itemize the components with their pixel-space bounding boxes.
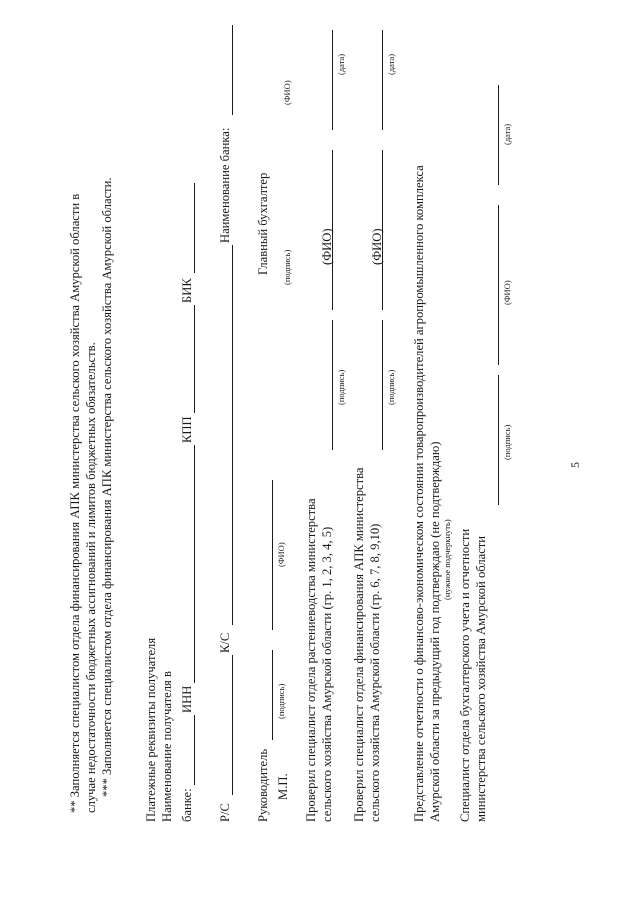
rs-underline: [232, 655, 233, 795]
reporting-line-1: Представление отчетности о финансово-экономическом состоянии товаропроизводителей агропромышленного комплекса: [412, 165, 426, 822]
chief-signature-caption: (подпись): [282, 249, 292, 285]
kpp-label: КПП: [180, 416, 194, 443]
head-fio-line: [272, 480, 273, 630]
rs-label: Р/С: [218, 803, 232, 822]
page-number: 5: [568, 462, 582, 468]
ks-label: К/С: [218, 632, 232, 653]
plant-fio-caption: (ФИО): [320, 228, 334, 265]
requisites-title: Платежные реквизиты получателя: [144, 637, 158, 822]
head-label: Руководитель: [256, 748, 270, 822]
fin-check-line-2: сельского хозяйства Амурской области (гр. 6, 7, 8, 9,10): [368, 523, 382, 822]
bank-name-label: Наименование банка:: [218, 127, 232, 243]
acc-date-caption: (дата): [502, 123, 512, 145]
reporting-hint: (нужное подчеркнуть): [442, 519, 452, 600]
acc-signature-line: [498, 375, 499, 505]
acc-date-line: [498, 85, 499, 185]
fin-check-line-1: Проверил специалист отдела финансирования АПК министерства: [352, 467, 366, 822]
head-signature-caption: (подпись): [276, 683, 286, 719]
plant-signature-caption: (подпись): [336, 369, 346, 405]
fin-date-caption: (дата): [386, 53, 396, 75]
acc-signature-caption: (подпись): [502, 424, 512, 460]
plant-check-line-1: Проверил специалист отдела растениеводства министерства: [304, 498, 318, 822]
bank-underline: [194, 715, 195, 785]
plant-signature-line: [332, 320, 333, 450]
fin-signature-caption: (подпись): [386, 369, 396, 405]
head-fio-caption: (ФИО): [276, 542, 286, 567]
head-signature-line: [272, 650, 273, 740]
plant-date-caption: (дата): [336, 53, 346, 75]
inn-label: ИНН: [180, 685, 194, 713]
note-3: *** Заполняется специалистом отдела финансирования АПК министерства сельского хозяйства Амурской области.: [100, 177, 114, 797]
mp-label: М.П.: [276, 773, 290, 800]
recipient-name-label: Наименование получателя в: [160, 671, 174, 822]
reporting-line-2: Амурской области за предыдущий год подтверждаю (не подтверждаю): [428, 441, 442, 822]
chief-accountant-label: Главный бухгалтер: [256, 172, 270, 275]
chief-fio-caption: (ФИО): [282, 80, 292, 105]
plant-check-line-2: сельского хозяйства Амурской области (гр. 1, 2, 3, 4, 5): [320, 526, 334, 822]
accounting-line-2: министерства сельского хозяйства Амурской области: [474, 535, 488, 822]
acc-fio-caption: (ФИО): [502, 280, 512, 305]
bank-label: банке:: [180, 788, 194, 822]
fin-signature-line: [382, 320, 383, 450]
fin-date-line: [382, 30, 383, 130]
note-2-line-1: ** Заполняется специалистом отдела финансирования АПК министерства сельского хозяйства Амурской области в: [68, 193, 82, 813]
accounting-line-1: Специалист отдела бухгалтерского учета и отчетности: [458, 528, 472, 822]
acc-fio-line: [498, 205, 499, 365]
note-2-line-2: случае недостаточности бюджетных ассигнований и лимитов бюджетных обязательств.: [84, 342, 98, 813]
bik-label: БИК: [180, 278, 194, 303]
inn-underline: [194, 445, 195, 683]
ks-underline: [232, 245, 233, 625]
fin-fio-caption: (ФИО): [370, 228, 384, 265]
bik-underline: [194, 183, 195, 273]
bank-name-underline: [232, 25, 233, 115]
kpp-underline: [194, 305, 195, 413]
plant-date-line: [332, 30, 333, 130]
